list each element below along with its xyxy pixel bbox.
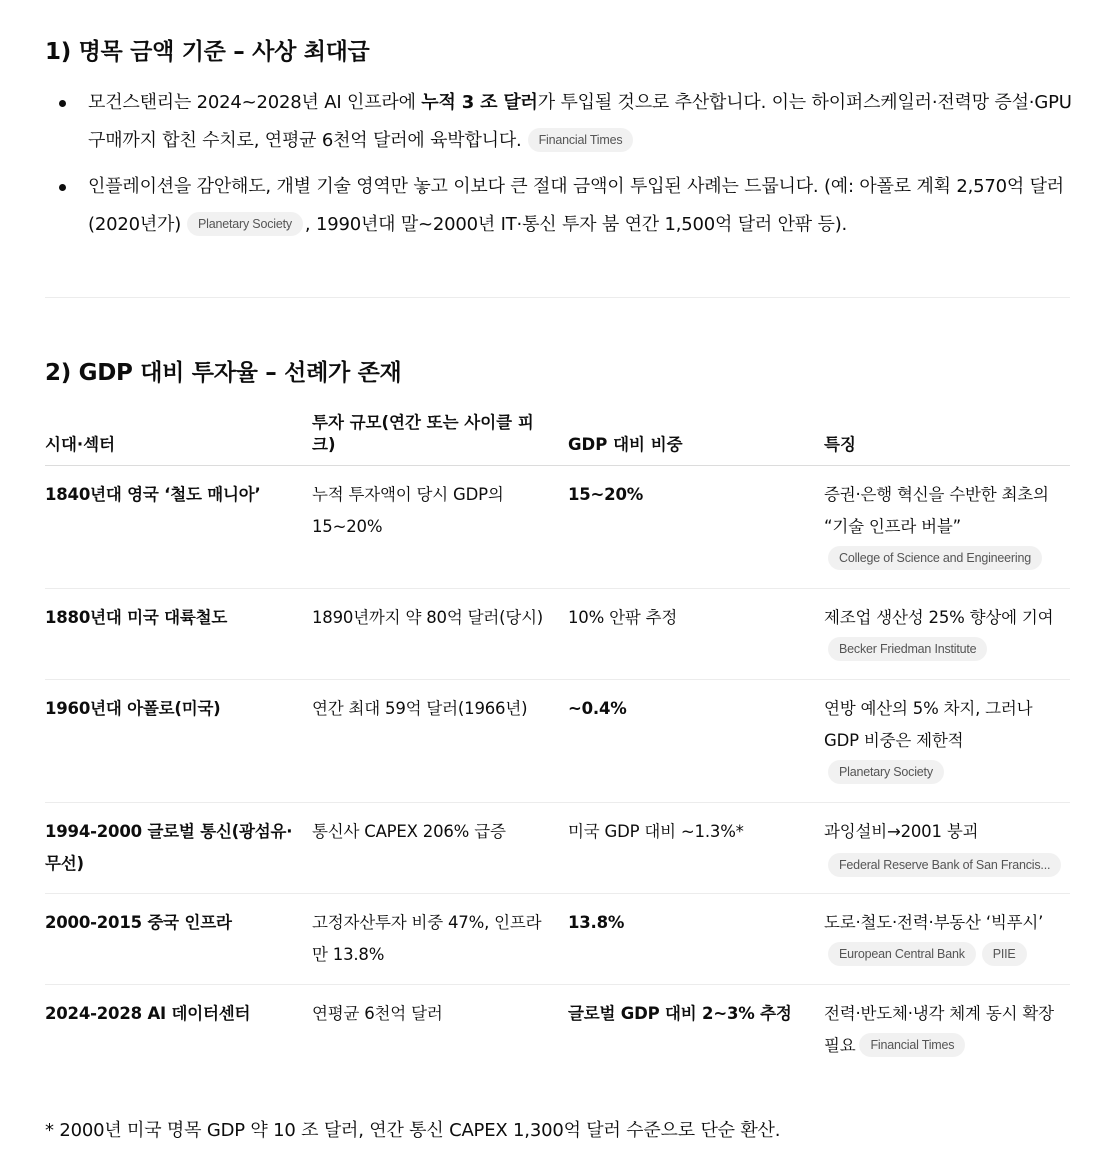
section1-heading: 1) 명목 금액 기준 – 사상 최대급 — [45, 39, 370, 65]
source-chip[interactable]: Becker Friedman Institute — [828, 637, 987, 661]
cell-note — [824, 589, 1070, 680]
table-header-row — [45, 412, 1070, 466]
source-chip-planetary-society[interactable]: Planetary Society — [187, 212, 303, 236]
cell-scale: 1890년까지 약 80억 달러(당시) — [312, 589, 568, 680]
bullet2-text-before: 인플레이션을 감안해도, 개별 기술 영역만 놓고 이보다 큰 절대 금액이 투입된 사례는 드뭅니다. (예: 아폴로 계획 2,570억 달러(2020년가) — [88, 176, 1064, 235]
bullet2-text-after: , 1990년대 말~2000년 IT·통신 투자 붐 연간 1,500억 달러 안팎 등). — [304, 214, 848, 235]
gdp-comparison-table — [45, 412, 1070, 1075]
cell-scale: 연평균 6천억 달러 — [312, 1004, 443, 1023]
column-header-era: 시대·섹터 — [45, 412, 312, 466]
source-chip[interactable]: Federal Reserve Bank of San Francis... — [828, 853, 1061, 877]
table-row — [45, 680, 1070, 803]
cell-gdp: 15~20% — [568, 466, 824, 589]
source-chip[interactable]: Financial Times — [859, 1033, 965, 1057]
cell-note — [824, 985, 1070, 1076]
source-chip[interactable]: Planetary Society — [828, 760, 944, 784]
footnote: * 2000년 미국 명목 GDP 약 10 조 달러, 연간 통신 CAPEX 1,300억 달러 수준으로 단순 환산. — [45, 1120, 781, 1141]
table-row — [45, 985, 1070, 1076]
bullet-item-2 — [45, 168, 1075, 244]
bullet-item-1 — [45, 84, 1075, 160]
cell-gdp: 미국 GDP 대비 ~1.3%* — [568, 803, 824, 894]
note-text: 연방 예산의 5% 차지, 그러나 GDP 비중은 제한적 — [824, 699, 1033, 750]
note-text: 과잉설비→2001 붕괴 — [824, 822, 979, 841]
cell-gdp: ~0.4% — [568, 680, 824, 803]
cell-scale: 연간 최대 59억 달러(1966년) — [312, 680, 568, 803]
table-row — [45, 894, 1070, 985]
note-text: 제조업 생산성 25% 향상에 기여 — [824, 608, 1054, 627]
cell-note — [824, 894, 1070, 985]
source-chip[interactable]: European Central Bank — [828, 942, 976, 966]
cell-scale: 고정자산투자 비중 47%, 인프라만 13.8% — [312, 894, 568, 985]
table-row — [45, 803, 1070, 894]
cell-note — [824, 803, 1070, 894]
cell-note — [824, 466, 1070, 589]
cell-scale: 통신사 CAPEX 206% 급증 — [312, 803, 568, 894]
note-text: 도로·철도·전력·부동산 ‘빅푸시’ — [824, 913, 1044, 932]
section2-heading: 2) GDP 대비 투자율 – 선례가 존재 — [45, 360, 402, 386]
table-row — [45, 466, 1070, 589]
cell-era: 1840년대 영국 ‘철도 매니아’ — [45, 466, 312, 589]
cell-era: 2024-2028 AI 데이터센터 — [45, 1004, 251, 1023]
cell-era: 1880년대 미국 대륙철도 — [45, 589, 312, 680]
section1-bullet-list — [45, 84, 1075, 252]
note-text: 전력·반도체·냉각 체계 동시 확장 필요 — [824, 1004, 1054, 1055]
cell-era: 1960년대 아폴로(미국) — [45, 680, 312, 803]
source-chip[interactable]: College of Science and Engineering — [828, 546, 1042, 570]
bullet1-bold: 누적 3 조 달러 — [421, 92, 538, 113]
bullet1-text-after: 가 투입될 것으로 추산합니다. 이는 하이퍼스케일러·전력망 증설·GPU 구매까지 합친 수치로, 연평균 6천억 달러에 육박합니다. — [88, 92, 1072, 151]
source-chip[interactable]: PIIE — [982, 942, 1027, 966]
table-row — [45, 589, 1070, 680]
cell-gdp: 10% 안팎 추정 — [568, 589, 824, 680]
column-header-gdp: GDP 대비 비중 — [568, 412, 824, 466]
cell-gdp: 13.8% — [568, 894, 824, 985]
cell-gdp: 글로벌 GDP 대비 2~3% 추정 — [568, 1004, 792, 1023]
column-header-scale: 투자 규모(연간 또는 사이클 피크) — [312, 412, 568, 466]
bullet1-text-before: 모건스탠리는 2024~2028년 AI 인프라에 — [88, 92, 422, 113]
section-divider — [45, 297, 1070, 298]
column-header-note: 특징 — [824, 412, 1070, 466]
cell-scale: 누적 투자액이 당시 GDP의 15~20% — [312, 466, 568, 589]
cell-era: 1994-2000 글로벌 통신(광섬유·무선) — [45, 803, 312, 894]
cell-note — [824, 680, 1070, 803]
note-text: 증권·은행 혁신을 수반한 최초의 “기술 인프라 버블” — [824, 485, 1049, 536]
cell-era: 2000-2015 중국 인프라 — [45, 894, 312, 985]
source-chip-financial-times[interactable]: Financial Times — [528, 128, 634, 152]
